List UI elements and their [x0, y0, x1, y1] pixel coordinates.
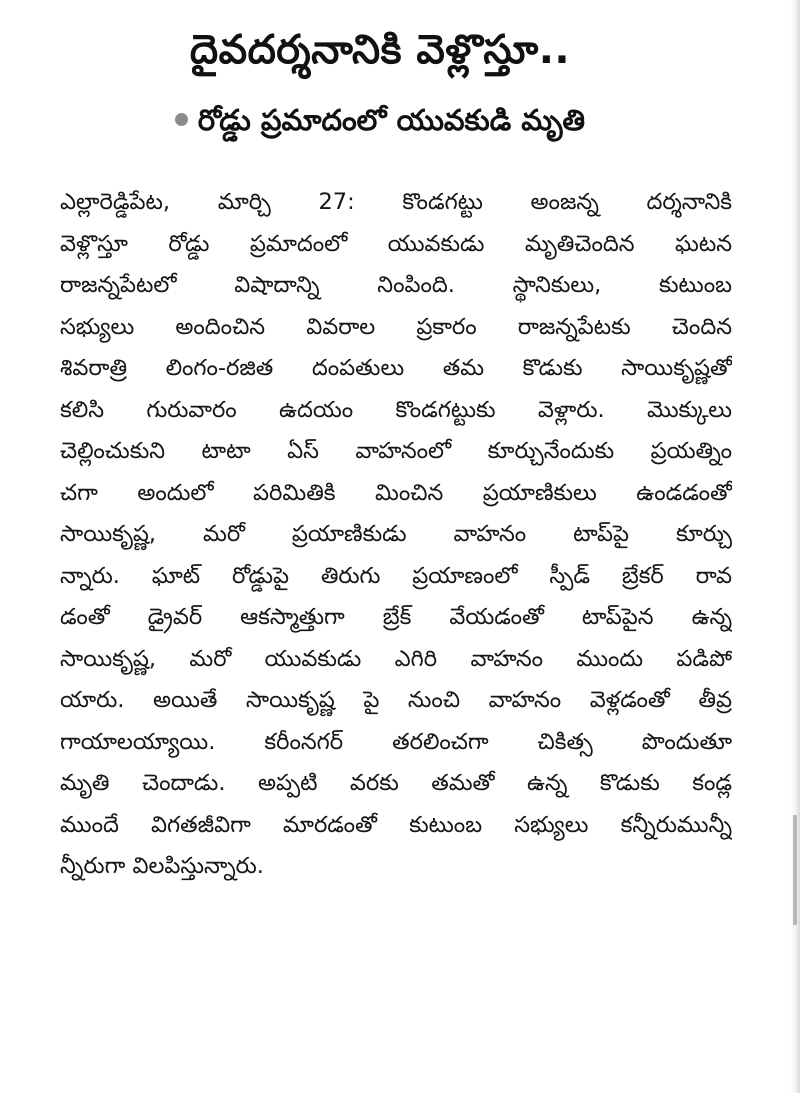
body-line: న్నారు. ఘాట్ రోడ్డుపై తిరుగు ప్రయాణంలో స్పీడ్ బ్రేకర్ రావ	[60, 562, 732, 589]
page-edge-mark	[793, 815, 797, 925]
body-line: కలిసి గురువారం ఉదయం కొండగట్టుకు వెళ్లారు. మొక్కులు	[60, 396, 732, 423]
body-line: డంతో డ్రైవర్ ఆకస్మాత్తుగా బ్రేక్ వేయడంతో టాప్‌పైన ఉన్న	[60, 604, 732, 630]
article-body	[60, 182, 732, 888]
body-line: వెళ్లొస్తూ రోడ్డు ప్రమాదంలో యువకుడు మృతిచెందిన ఘటన	[60, 230, 732, 257]
article-headline: దైవదర్శనానికి వెళ్లొస్తూ..	[189, 27, 571, 73]
article-subheadline	[0, 100, 760, 140]
body-line: యారు. అయితే సాయికృష్ణ పై నుంచి వాహనం వెళ్లడంతో తీవ్ర	[60, 687, 732, 713]
body-line: శివరాత్రి లింగం-రజిత దంపతులు తమ కొడుకు సాయికృష్ణతో	[60, 355, 732, 381]
body-line: రాజన్నపేటలో విషాదాన్ని నింపింది. స్థానికులు, కుటుంబ	[60, 272, 732, 298]
page-edge-shadow	[790, 0, 800, 1093]
body-line: సాయికృష్ణ, మరో ప్రయాణికుడు వాహనం టాప్‌పై కూర్చు	[60, 521, 732, 547]
body-line: సాయికృష్ణ, మరో యువకుడు ఎగిరి వాహనం ముందు పడిపో	[60, 645, 732, 672]
body-line: మృతి చెందాడు. అప్పటి వరకు తమతో ఉన్న కొడుకు కండ్ల	[60, 770, 732, 796]
body-line: సభ్యులు అందించిన వివరాల ప్రకారం రాజన్నపేటకు చెందిన	[60, 313, 732, 340]
body-line: ఎల్లారెడ్డిపేట, మార్చి 27: కొండగట్టు అంజన్న దర్శనానికి	[60, 189, 732, 215]
body-line: చెల్లించుకుని టాటా ఏస్ వాహనంలో కూర్చునేందుకు ప్రయత్నిం	[60, 438, 732, 464]
body-line: గాయాలయ్యాయి. కరీంనగర్ తరలించగా చికిత్స పొందుతూ	[60, 728, 732, 755]
body-line: ముందే విగతజీవిగా మారడంతో కుటుంబ సభ్యులు కన్నీరుమున్నీ	[60, 811, 732, 838]
body-line: న్నీరుగా విలపిస్తున్నారు.	[60, 853, 264, 879]
subheadline-text: రోడ్డు ప్రమాదంలో యువకుడి మృతి	[197, 103, 586, 137]
bullet-dot-icon	[175, 113, 188, 126]
body-line: చగా అందులో పరిమితికి మించిన ప్రయాణికులు ఉండడంతో	[60, 479, 732, 506]
